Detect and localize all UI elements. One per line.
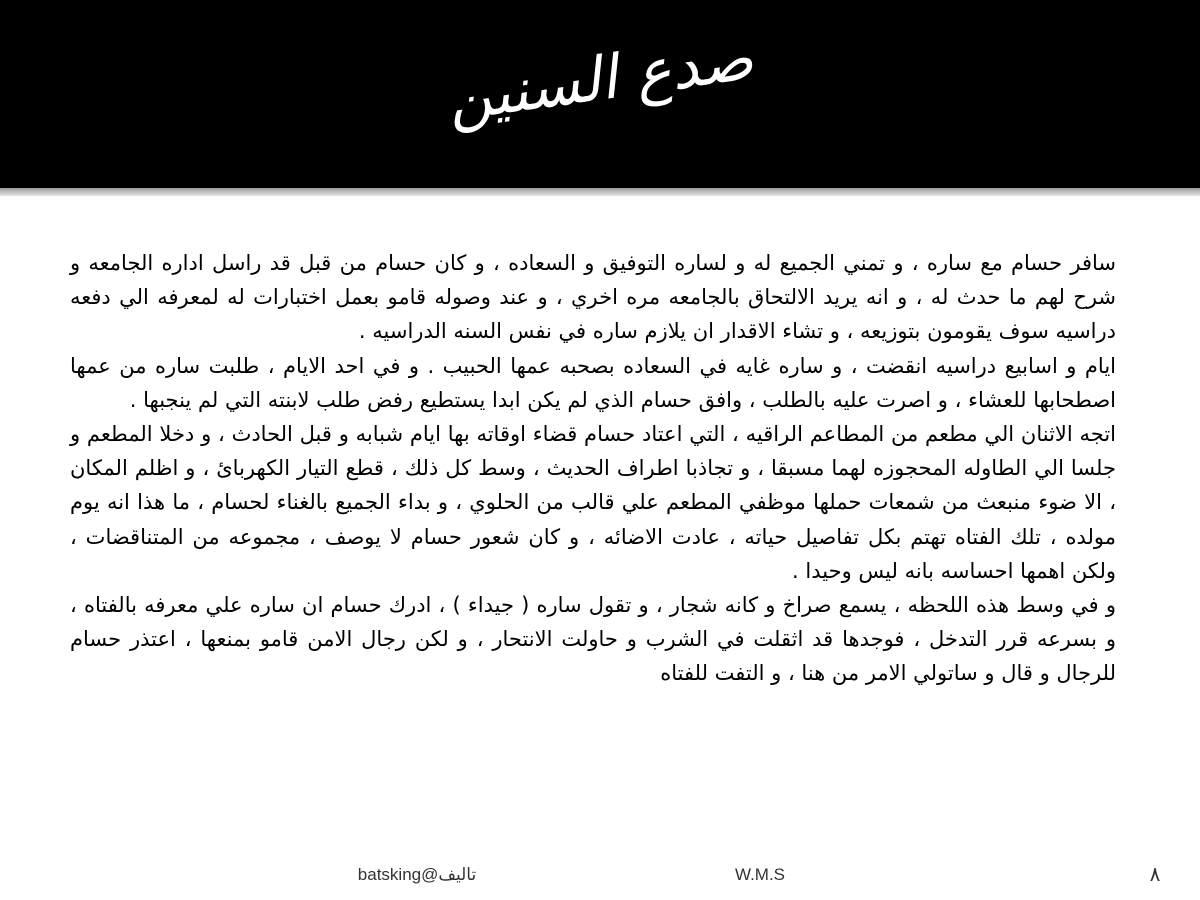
footer-center-text: W.M.S (734, 865, 786, 884)
paragraph: و في وسط هذه اللحظه ، يسمع صراخ و كانه شجار ، و تقول ساره ( جيداء ) ، ادرك حسام ان ساره علي معرفه بالفتاه ، و بسرعه قرر التدخل ، فوجدها قد اثقلت في الشرب و حاولت الانتحار ، و لكن رجال الامن قامو بمنعها ، اعتذر حسام للرجال و قال و ساتولي الامر من هنا ، و التفت للفتاه (70, 593, 1116, 686)
footer-author: تاليف@batsking (357, 865, 477, 884)
title-divider (0, 188, 1200, 196)
slide-title: صدع السنين (442, 23, 758, 136)
title-bar (0, 0, 1200, 188)
paragraph: سافر حسام مع ساره ، و تمني الجميع له و لساره التوفيق و السعاده ، و كان حسام من قبل قد راسل اداره الجامعه و شرح لهم ما حدث له ، و انه يريد الالتحاق بالجامعه مره اخري ، و عند وصوله قامو بعمل اختبارات له لمعرفه الي دفعه دراسيه سوف يقومون بتوزيعه ، و تشاء الاقدار ان يلازم ساره في نفس السنه الدراسيه . (70, 251, 1116, 344)
story-body (70, 246, 1116, 691)
paragraph: اتجه الاثنان الي مطعم من المطاعم الراقيه ، التي اعتاد حسام قضاء اوقاته بها ايام شبابه و قبل الحادث ، و دخلا المطعم و جلسا الي الطاوله المحجوزه لهما مسبقا ، و تجاذبا اطراف الحديث ، وسط كل ذلك ، قطع التيار الكهربائ ، و اظلم المكان ، الا ضوء منبعث من شمعات حملها موظفي المطعم علي قالب من الحلوي ، و بداء الجميع بالغناء لحسام ، ما هذا انه يوم مولده ، تلك الفتاه تهتم بكل تفاصيل حياته ، عادت الاضائه ، و كان شعور حسام لا يوصف ، مجموعه من المتناقضات ، ولكن اهمها احساسه بانه ليس وحيدا . (70, 422, 1116, 583)
page-number: ٨ (1149, 864, 1161, 886)
paragraph: ايام و اسابيع دراسيه انقضت ، و ساره غايه في السعاده بصحبه عمها الحبيب . و في احد الايام ، طلبت ساره من عمها اصطحابها للعشاء ، و اصرت عليه بالطلب ، وافق حسام الذي لم يكن ابدا يستطيع رفض طلب لابنته التي لم ينجبها . (70, 353, 1116, 412)
